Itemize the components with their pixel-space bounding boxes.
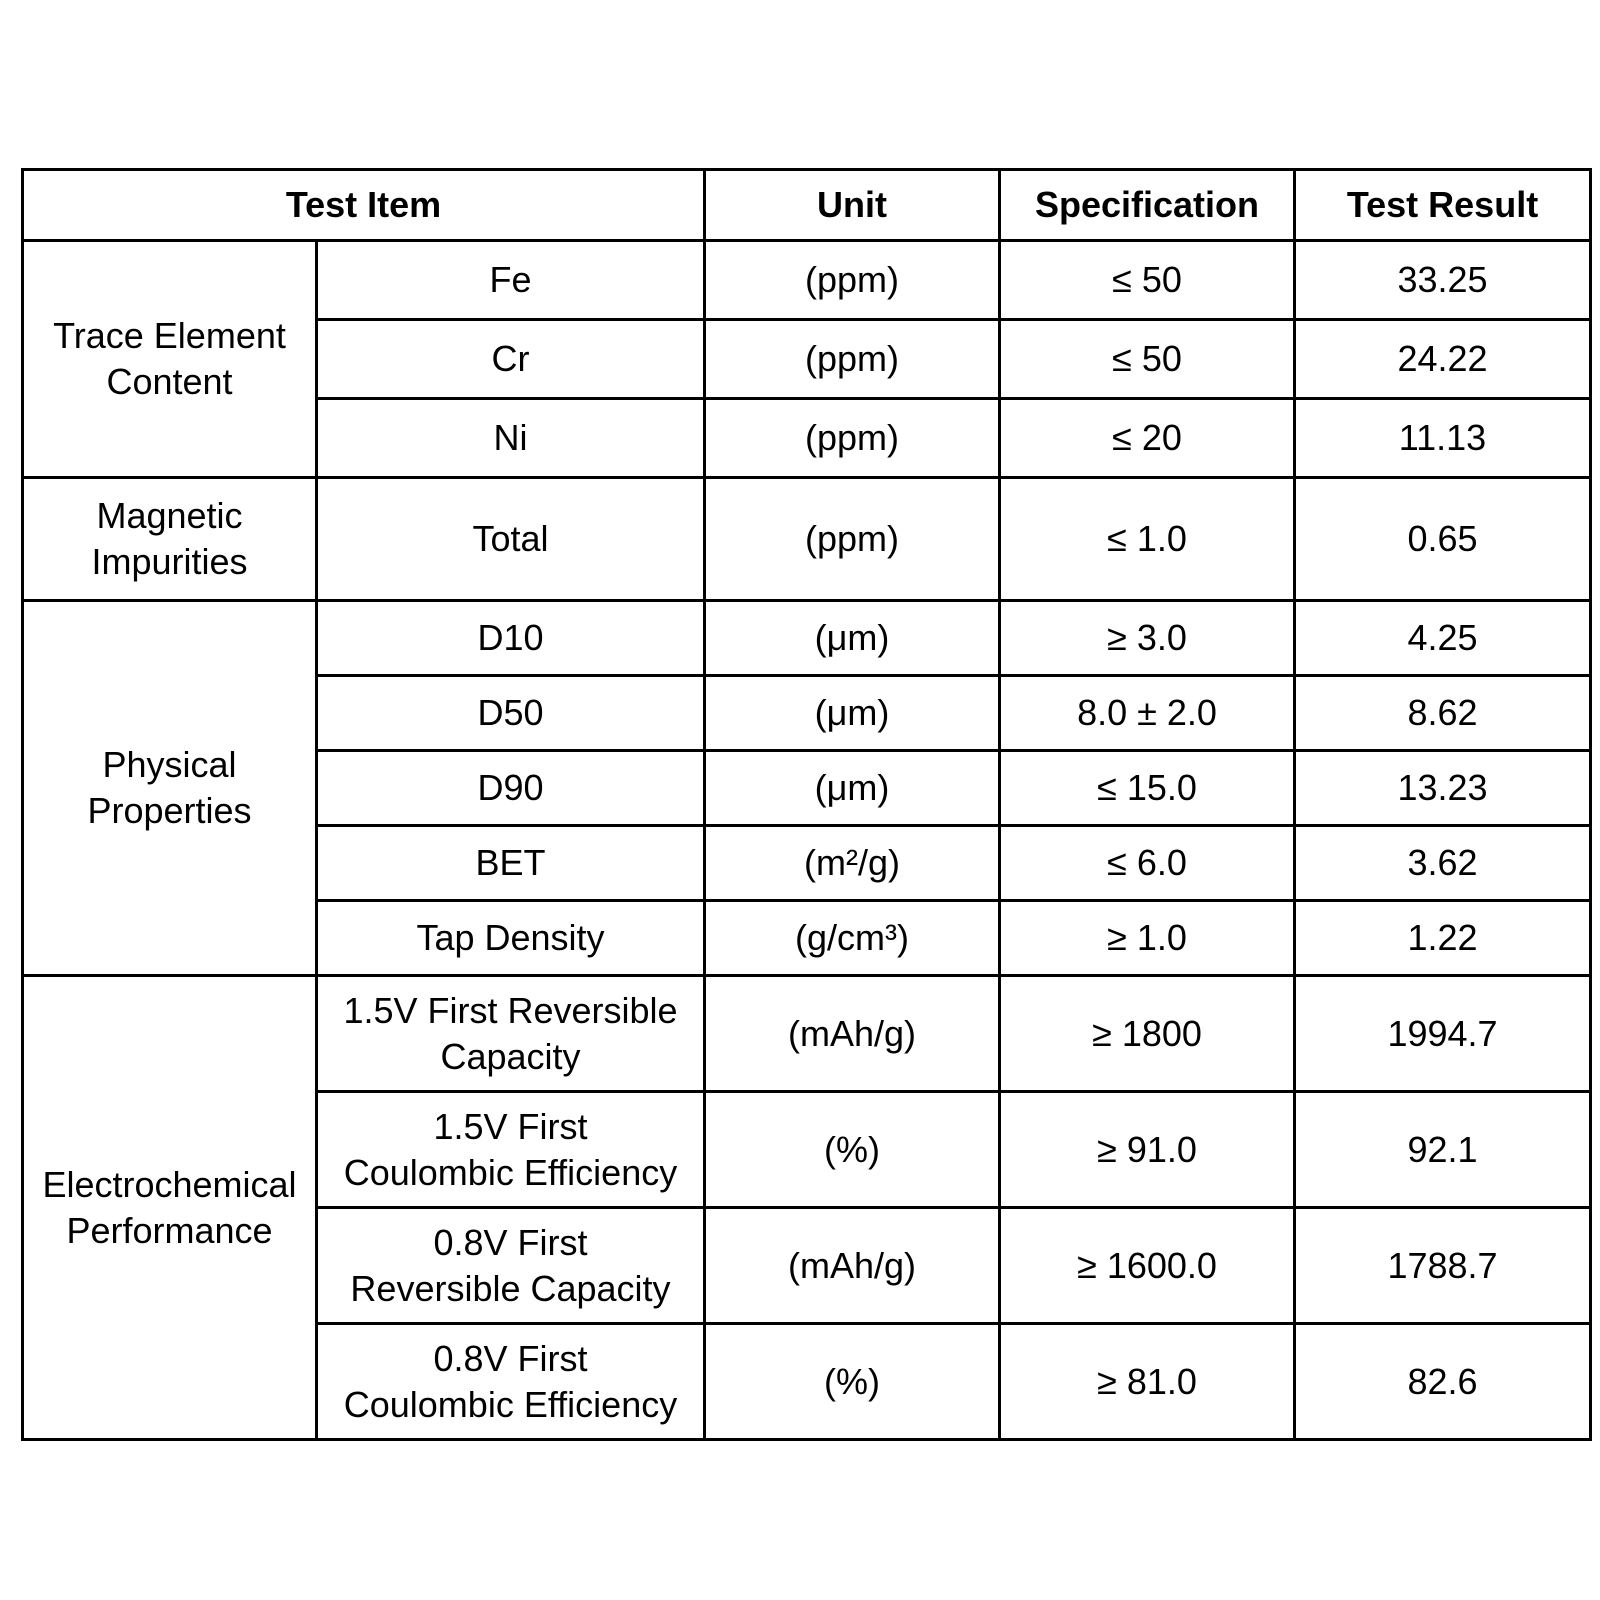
result-cell: 8.62 [1295, 676, 1591, 751]
table-row [23, 601, 1591, 676]
result-cell: 0.65 [1295, 478, 1591, 601]
result-cell: 33.25 [1295, 241, 1591, 320]
unit-cell: (ppm) [705, 478, 1000, 601]
spec-cell: ≤ 20 [1000, 399, 1295, 478]
unit-cell: (ppm) [705, 241, 1000, 320]
item-cell: 1.5V First Coulombic Efficiency [317, 1092, 705, 1208]
unit-cell: (μm) [705, 676, 1000, 751]
unit-cell: (%) [705, 1092, 1000, 1208]
spec-cell: 8.0 ± 2.0 [1000, 676, 1295, 751]
header-row [23, 170, 1591, 241]
unit-cell: (mAh/g) [705, 1208, 1000, 1324]
unit-cell: (mAh/g) [705, 976, 1000, 1092]
spec-cell: ≥ 91.0 [1000, 1092, 1295, 1208]
result-cell: 4.25 [1295, 601, 1591, 676]
item-cell: Fe [317, 241, 705, 320]
item-cell: BET [317, 826, 705, 901]
item-cell: D10 [317, 601, 705, 676]
spec-cell: ≤ 15.0 [1000, 751, 1295, 826]
item-cell: D90 [317, 751, 705, 826]
spec-cell: ≤ 50 [1000, 320, 1295, 399]
spec-cell: ≤ 6.0 [1000, 826, 1295, 901]
unit-cell: (μm) [705, 601, 1000, 676]
header-specification: Specification [1000, 170, 1295, 241]
unit-cell: (μm) [705, 751, 1000, 826]
result-cell: 11.13 [1295, 399, 1591, 478]
item-cell: 0.8V First Coulombic Efficiency [317, 1324, 705, 1440]
category-electrochemical-performance: Electrochemical Performance [23, 976, 317, 1440]
test-results-table [21, 168, 1592, 1441]
header-test-item: Test Item [23, 170, 705, 241]
result-cell: 24.22 [1295, 320, 1591, 399]
header-test-result: Test Result [1295, 170, 1591, 241]
table-row [23, 478, 1591, 601]
spec-cell: ≥ 1600.0 [1000, 1208, 1295, 1324]
unit-cell: (ppm) [705, 399, 1000, 478]
item-cell: 1.5V First Reversible Capacity [317, 976, 705, 1092]
category-trace-element-content: Trace Element Content [23, 241, 317, 478]
header-unit: Unit [705, 170, 1000, 241]
result-cell: 3.62 [1295, 826, 1591, 901]
spec-cell: ≥ 81.0 [1000, 1324, 1295, 1440]
category-magnetic-impurities: Magnetic Impurities [23, 478, 317, 601]
item-cell: D50 [317, 676, 705, 751]
table-row [23, 976, 1591, 1092]
unit-cell: (g/cm³) [705, 901, 1000, 976]
item-cell: Ni [317, 399, 705, 478]
result-cell: 82.6 [1295, 1324, 1591, 1440]
item-cell: 0.8V First Reversible Capacity [317, 1208, 705, 1324]
item-cell: Total [317, 478, 705, 601]
spec-cell: ≥ 1800 [1000, 976, 1295, 1092]
spec-cell: ≥ 1.0 [1000, 901, 1295, 976]
table-row [23, 241, 1591, 320]
result-cell: 1994.7 [1295, 976, 1591, 1092]
spec-cell: ≤ 50 [1000, 241, 1295, 320]
result-cell: 1788.7 [1295, 1208, 1591, 1324]
spec-cell: ≥ 3.0 [1000, 601, 1295, 676]
unit-cell: (m²/g) [705, 826, 1000, 901]
result-cell: 92.1 [1295, 1092, 1591, 1208]
item-cell: Cr [317, 320, 705, 399]
unit-cell: (%) [705, 1324, 1000, 1440]
item-cell: Tap Density [317, 901, 705, 976]
result-cell: 1.22 [1295, 901, 1591, 976]
unit-cell: (ppm) [705, 320, 1000, 399]
spec-cell: ≤ 1.0 [1000, 478, 1295, 601]
category-physical-properties: Physical Properties [23, 601, 317, 976]
result-cell: 13.23 [1295, 751, 1591, 826]
